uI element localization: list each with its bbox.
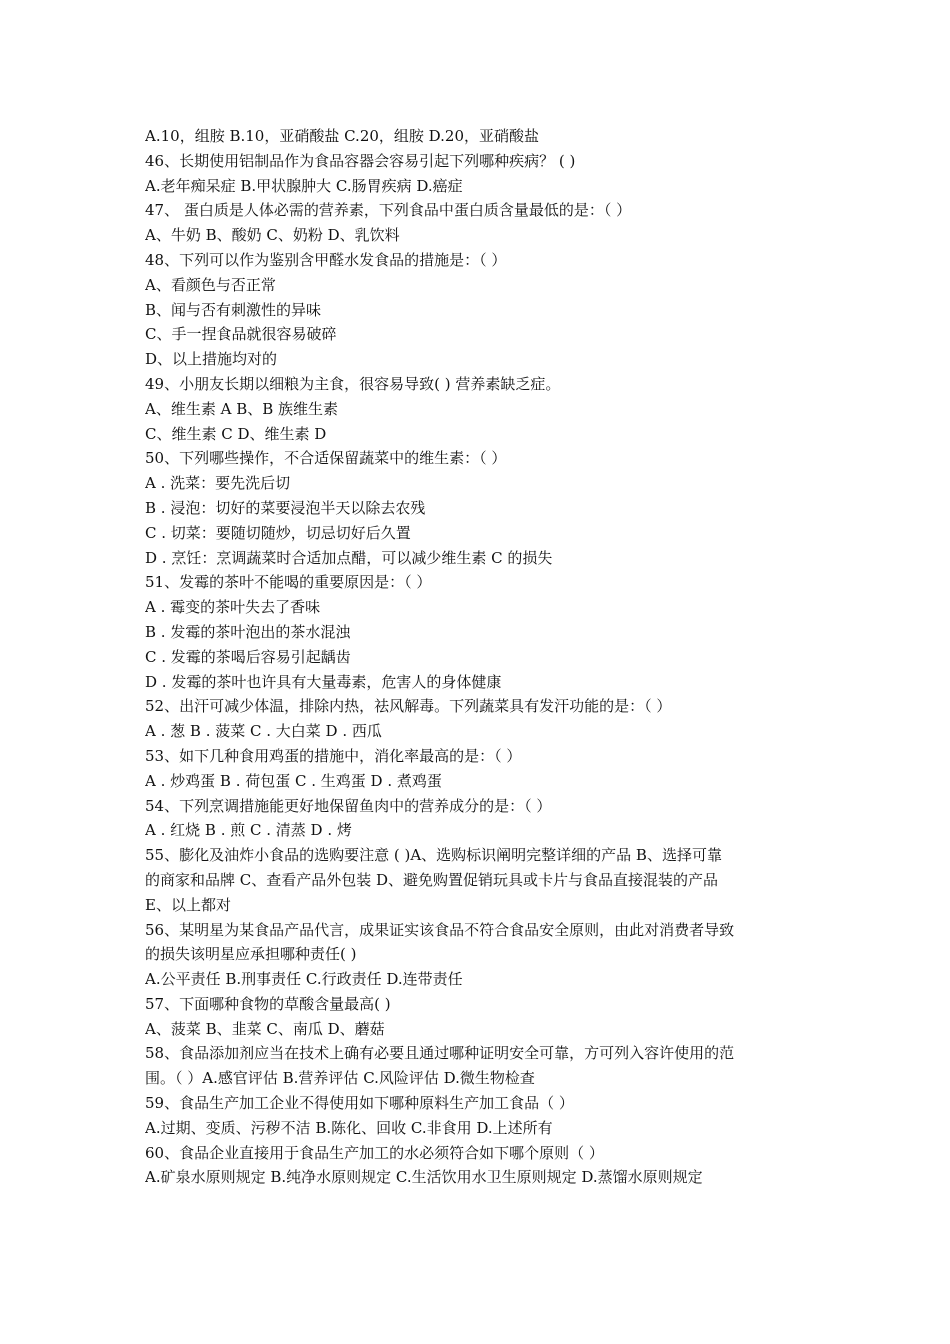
text-line: A、维生素 A B、B 族维生素 bbox=[145, 399, 339, 418]
text-line: A.矿泉水原则规定 B.纯净水原则规定 C.生活饮用水卫生原则规定 D.蒸馏水原则规定 bbox=[145, 1168, 703, 1187]
text-line: 围。（ ）A.感官评估 B.营养评估 C.风险评估 D.微生物检查 bbox=[145, 1069, 535, 1088]
text-line: 的商家和品牌 C、查看产品外包装 D、避免购置促销玩具或卡片与食品直接混装的产品 bbox=[145, 870, 719, 889]
text-line: 55、膨化及油炸小食品的选购要注意 ( )A、选购标识阐明完整详细的产品 B、选择可靠 bbox=[145, 846, 722, 865]
text-line: A.公平责任 B.刑事责任 C.行政责任 D.连带责任 bbox=[145, 970, 463, 989]
text-line: 60、食品企业直接用于食品生产加工的水必须符合如下哪个原则（ ） bbox=[145, 1143, 604, 1162]
text-line: 56、某明星为某食品产品代言，成果证实该食品不符合食品安全原则，由此对消费者导致 bbox=[145, 920, 735, 939]
text-line: A.老年痴呆症 B.甲状腺肿大 C.肠胃疾病 D.癌症 bbox=[145, 176, 463, 195]
text-line: 49、小朋友长期以细粮为主食，很容易导致( ) 营养素缺乏症。 bbox=[145, 374, 561, 393]
text-line: C、手一捏食品就很容易破碎 bbox=[145, 325, 337, 344]
text-line: 的损失该明星应承担哪种责任( ) bbox=[145, 945, 357, 964]
document-page bbox=[145, 124, 805, 1190]
text-line: A、看颜色与否正常 bbox=[145, 275, 276, 294]
text-line: A.10，组胺 B.10，亚硝酸盐 C.20，组胺 D.20，亚硝酸盐 bbox=[145, 127, 540, 145]
text-line: 52、出汗可减少体温，排除内热，祛风解毒。下列蔬菜具有发汗功能的是：（ ） bbox=[145, 697, 672, 716]
text-line: A . 霉变的茶叶失去了香味 bbox=[145, 598, 321, 617]
text-line: D . 发霉的茶叶也许具有大量毒素，危害人的身体健康 bbox=[145, 672, 502, 691]
text-line: D、以上措施均对的 bbox=[145, 350, 278, 369]
text-line: 46、长期使用铝制品作为食品容器会容易引起下列哪种疾病？ ( ) bbox=[145, 151, 576, 170]
text-line: C . 发霉的茶喝后容易引起龋齿 bbox=[145, 647, 351, 666]
text-line: 47、 蛋白质是人体必需的营养素，下列食品中蛋白质含量最低的是：（ ） bbox=[145, 201, 632, 220]
text-line: E、以上都对 bbox=[145, 895, 231, 914]
text-line: 59、食品生产加工企业不得使用如下哪种原料生产加工食品（ ） bbox=[145, 1094, 574, 1113]
text-line: B . 发霉的茶叶泡出的茶水混浊 bbox=[145, 622, 351, 641]
text-line: D . 烹饪：烹调蔬菜时合适加点醋，可以减少维生素 C 的损失 bbox=[145, 548, 553, 567]
text-line: A . 炒鸡蛋 B . 荷包蛋 C . 生鸡蛋 D . 煮鸡蛋 bbox=[145, 771, 442, 790]
text-line: 58、食品添加剂应当在技术上确有必要且通过哪种证明安全可靠，方可列入容许使用的范 bbox=[145, 1044, 735, 1063]
text-line: A . 红烧 B . 煎 C . 清蒸 D . 烤 bbox=[145, 821, 352, 840]
text-line: C . 切菜：要随切随炒，切忌切好后久置 bbox=[145, 523, 411, 542]
text-line: B . 浸泡：切好的菜要浸泡半天以除去农残 bbox=[145, 498, 426, 517]
text-line: B、闻与否有刺激性的异味 bbox=[145, 300, 322, 319]
text-line: A.过期、变质、污秽不洁 B.陈化、回收 C.非食用 D.上述所有 bbox=[145, 1118, 553, 1137]
text-line: 53、如下几种食用鸡蛋的措施中，消化率最高的是：（ ） bbox=[145, 746, 522, 765]
text-line: 54、下列烹调措施能更好地保留鱼肉中的营养成分的是：（ ） bbox=[145, 796, 552, 815]
text-line: A . 洗菜：要先洗后切 bbox=[145, 474, 291, 493]
text-line: A . 葱 B . 菠菜 C . 大白菜 D . 西瓜 bbox=[145, 722, 382, 741]
text-line: 50、下列哪些操作，不合适保留蔬菜中的维生素：（ ） bbox=[145, 449, 507, 468]
text-line: A、菠菜 B、韭菜 C、南瓜 D、蘑菇 bbox=[145, 1019, 385, 1038]
text-line: 51、发霉的茶叶不能喝的重要原因是：（ ） bbox=[145, 573, 432, 592]
text-line: A、牛奶 B、酸奶 C、奶粉 D、乳饮料 bbox=[145, 226, 400, 245]
text-line: 57、下面哪种食物的草酸含量最高( ) bbox=[145, 994, 391, 1013]
text-line: 48、下列可以作为鉴别含甲醛水发食品的措施是：（ ） bbox=[145, 250, 507, 269]
text-line: C、维生素 C D、维生素 D bbox=[145, 424, 327, 443]
